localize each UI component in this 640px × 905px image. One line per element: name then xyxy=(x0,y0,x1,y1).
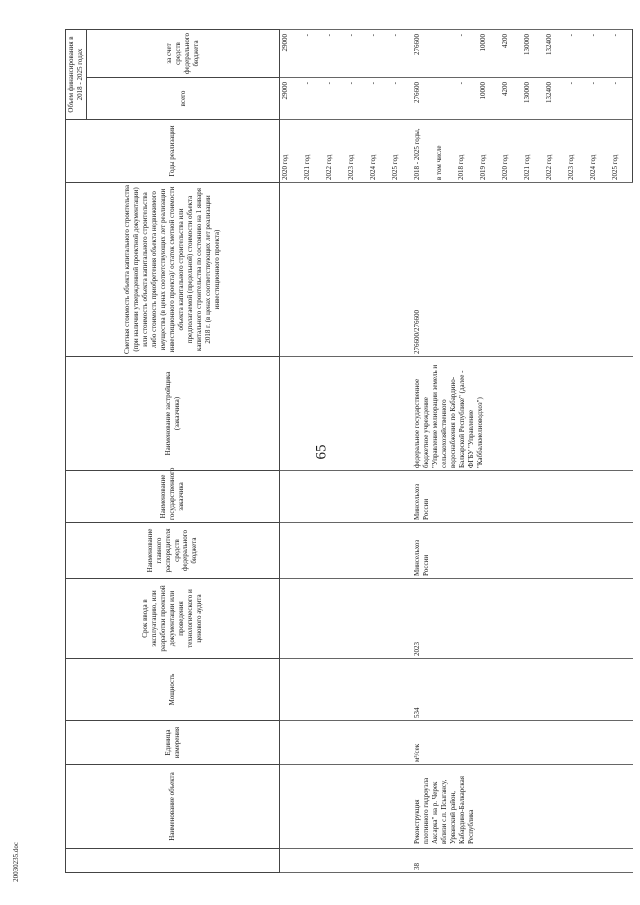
year-cell: 2025 год xyxy=(610,120,633,183)
capacity-cell: 534 xyxy=(412,659,633,721)
federal-cell: 132400 xyxy=(544,29,566,77)
total-cell: - xyxy=(390,78,412,120)
table-container xyxy=(65,30,619,873)
developer-cell: федеральное государственное бюджетное учреждение "Управление мелиорации земель и сельскохозяйственного водоснабжения по Кабардино-Балкарской Республике" (далее - ФГБУ "Управление "Каббалкмелиоводхоз") xyxy=(412,357,633,471)
year-cell: 2020 год xyxy=(500,120,522,183)
year-cell: 2024 год xyxy=(368,120,390,183)
total-cell: 276600 xyxy=(412,78,434,120)
funding-group-header: Объем финансирования в 2018 - 2025 годах xyxy=(66,29,87,119)
table-row xyxy=(368,29,390,872)
state-customer-cell: Минсельхоз России xyxy=(412,471,633,523)
estimated-cost-cell: 276600/276600 xyxy=(412,183,633,357)
table-row xyxy=(390,29,412,872)
federal-cell: 276600 xyxy=(412,29,434,77)
page-number: 65 xyxy=(313,444,330,460)
total-cell: 29000 xyxy=(280,78,303,120)
federal-cell: - xyxy=(456,29,478,77)
federal-cell: 10000 xyxy=(478,29,500,77)
federal-cell: 29000 xyxy=(280,29,303,77)
commissioning-cell: 2023 xyxy=(412,579,633,659)
year-cell: 2020 год xyxy=(280,120,303,183)
federal-cell: - xyxy=(566,29,588,77)
rotated-table-frame xyxy=(65,30,619,873)
total-cell: 130000 xyxy=(522,78,544,120)
header-row-group xyxy=(66,29,87,872)
total-cell xyxy=(434,78,456,120)
federal-cell: - xyxy=(324,29,346,77)
total-cell: - xyxy=(456,78,478,120)
federal-cell: - xyxy=(302,29,324,77)
table-row xyxy=(280,29,303,872)
year-cell: 2019 год xyxy=(478,120,500,183)
total-cell: 4200 xyxy=(500,78,522,120)
column-chief-manager-header: Наименование главного распорядителя средств федерального бюджета xyxy=(66,523,280,579)
year-cell: 2024 год xyxy=(588,120,610,183)
year-cell: в том числе xyxy=(434,120,456,183)
column-state-customer-header: Наименование государственного заказчика xyxy=(66,471,280,523)
total-cell: - xyxy=(346,78,368,120)
year-cell: 2021 год xyxy=(522,120,544,183)
year-cell: 2018 год xyxy=(456,120,478,183)
total-cell: 10000 xyxy=(478,78,500,120)
file-code: 20030235.doc xyxy=(12,842,20,882)
federal-cell: - xyxy=(368,29,390,77)
total-cell: - xyxy=(610,78,633,120)
column-capacity-header: Мощность xyxy=(66,659,280,721)
federal-cell: 4200 xyxy=(500,29,522,77)
column-years-header: Годы реализации xyxy=(66,120,280,183)
year-cell: 2025 год xyxy=(390,120,412,183)
column-federal-header: за счет средств федерального бюджета xyxy=(87,29,280,77)
total-cell: 132400 xyxy=(544,78,566,120)
total-cell: - xyxy=(368,78,390,120)
table-row xyxy=(324,29,346,872)
total-cell: - xyxy=(588,78,610,120)
column-estimated-cost-header: Сметная стоимость объекта капитального строительства (при наличии утвержденной проектной документации) или стоимость объекта капитального строительства либо стоимость приобретения объекта недвижимого имущества (в ценах соответствующих лет реализации инвестиционного проекта)/ остаток сметной стоимости объекта капитального строительства или предполагаемой (предельной) стоимости объекта капитального строительства по состоянию на 1 января 2018 г. (в ценах соответствующих лет реализации инвестиционного проекта) xyxy=(66,183,280,357)
chief-manager-cell: Минсельхоз России xyxy=(412,523,633,579)
column-object-name-header: Наименование объекта xyxy=(66,765,280,849)
table-row xyxy=(302,29,324,872)
federal-cell: - xyxy=(390,29,412,77)
federal-cell: - xyxy=(610,29,633,77)
total-cell: - xyxy=(566,78,588,120)
federal-cell: 130000 xyxy=(522,29,544,77)
table-row xyxy=(346,29,368,872)
year-cell: 2018 - 2025 годы, xyxy=(412,120,434,183)
year-cell: 2023 год xyxy=(566,120,588,183)
investment-objects-table xyxy=(65,29,633,873)
federal-cell: - xyxy=(346,29,368,77)
object-name-cell: Реконструкция плотинного гидроузла Аксарка" на р. Черек вблизи с.п. Псыгансу, Урванский район, Кабардино-Балкарская Республика xyxy=(412,765,633,849)
total-cell: - xyxy=(302,78,324,120)
column-total-header: всего xyxy=(87,78,280,120)
column-commissioning-header: Срок ввода в эксплуатацию, или разработки проектной документации или проведения технологического и ценового аудита xyxy=(66,579,280,659)
row-number: 38 xyxy=(412,849,633,873)
total-cell: - xyxy=(324,78,346,120)
federal-cell xyxy=(434,29,456,77)
year-cell: 2022 год xyxy=(324,120,346,183)
column-developer-header: Наименование застройщика (заказчика) xyxy=(66,357,280,471)
federal-cell: - xyxy=(588,29,610,77)
year-cell: 2021 год xyxy=(302,120,324,183)
unit-cell: м³/сек xyxy=(412,721,633,765)
year-cell: 2022 год xyxy=(544,120,566,183)
table-row xyxy=(412,29,434,872)
year-cell: 2023 год xyxy=(346,120,368,183)
column-unit-header: Единица измерения xyxy=(66,721,280,765)
column-number-header xyxy=(66,849,280,873)
